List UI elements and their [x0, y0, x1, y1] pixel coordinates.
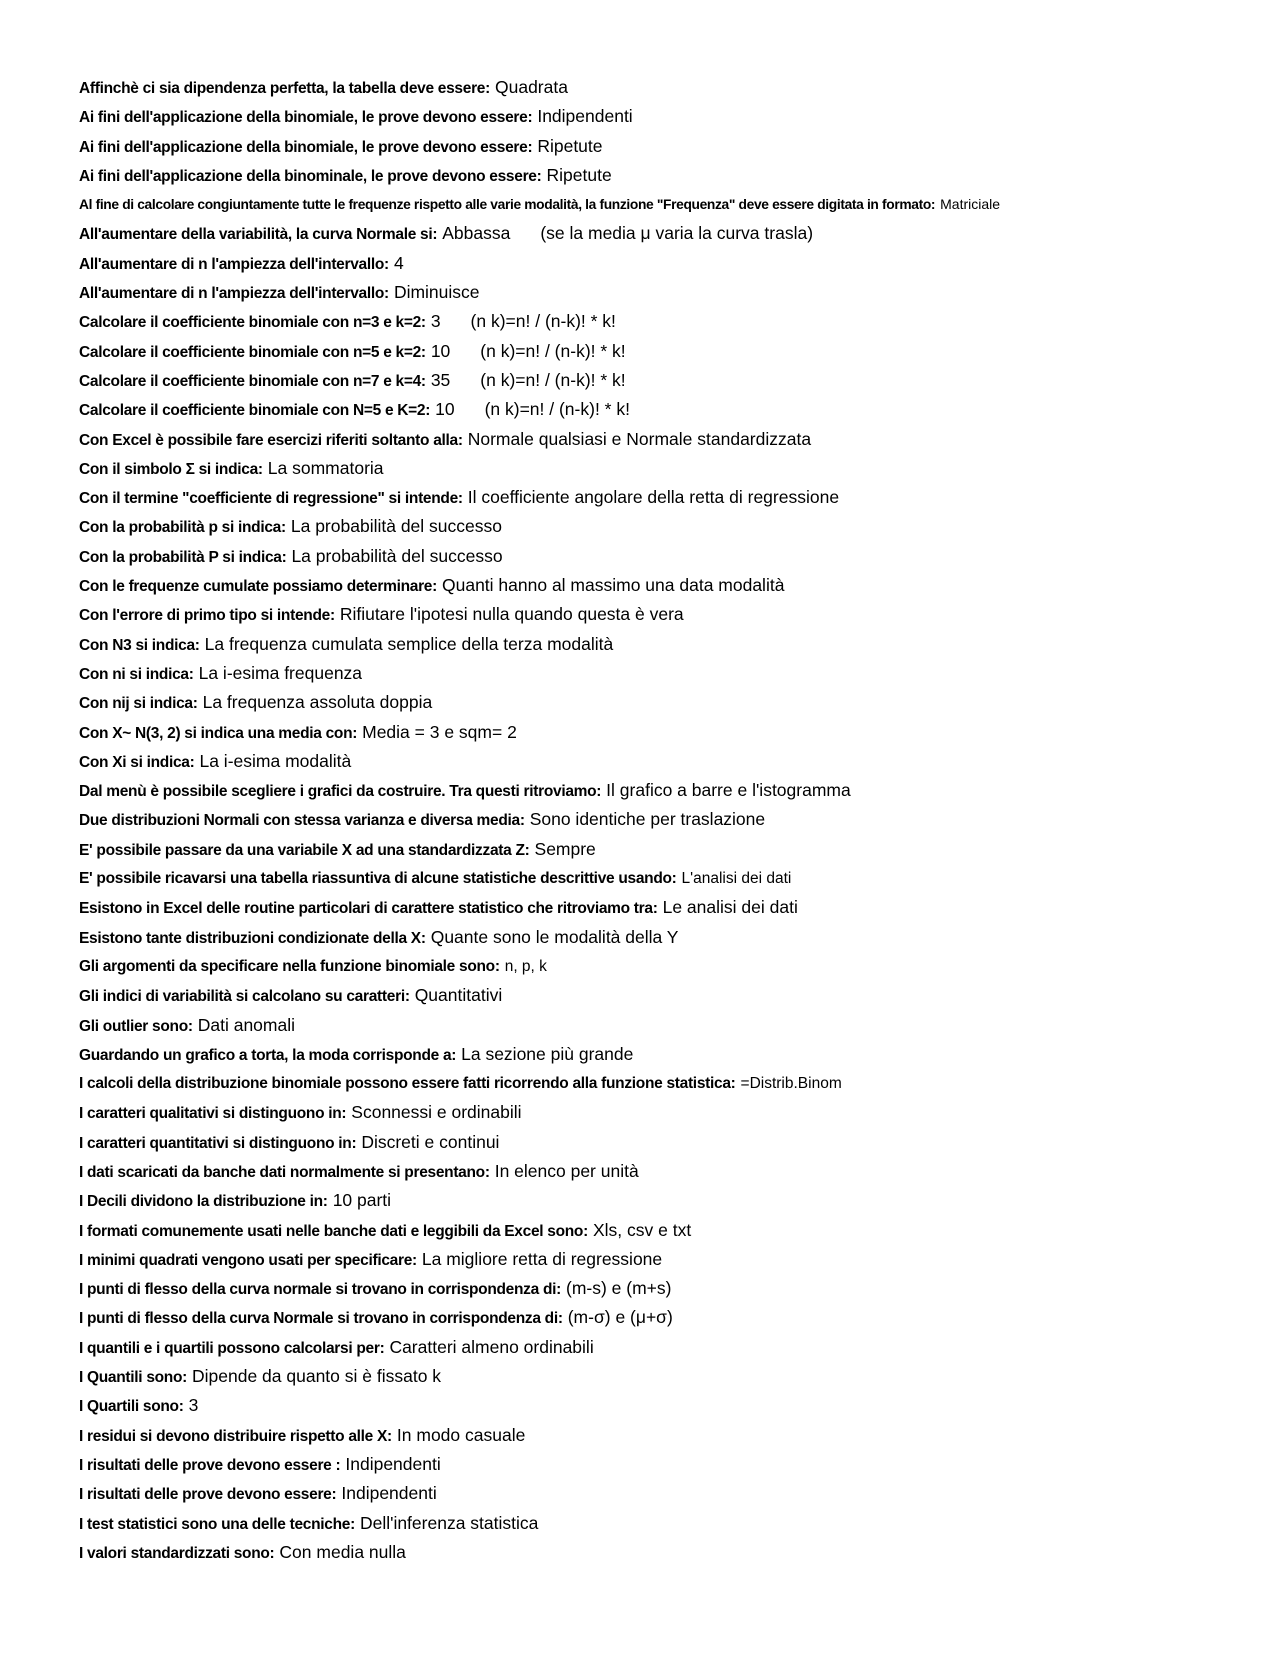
qa-row: [79, 1333, 1259, 1362]
question-text: Con il termine "coefficiente di regressione" si intende:: [79, 490, 463, 508]
qa-row: [79, 600, 1259, 629]
answer-text: Dell'inferenza statistica: [359, 1512, 539, 1533]
question-text: Dal menù è possibile scegliere i grafici da costruire. Tra questi ritroviamo:: [79, 783, 602, 801]
answer-text: (m-σ) e (μ+σ): [567, 1307, 673, 1328]
answer-text: Dipende da quanto si è fissato k: [192, 1366, 442, 1387]
qa-row: [79, 1509, 1259, 1538]
answer-text: Il grafico a barre e l'istogramma: [606, 780, 851, 801]
question-text: Calcolare il coefficiente binomiale con n=3 e k=2:: [79, 314, 426, 332]
answer-text: =Distrib.Binom: [740, 1075, 842, 1093]
answer-note: (n k)=n! / (n-k)! * k!: [470, 311, 616, 332]
answer-text: In modo casuale: [396, 1424, 526, 1445]
question-text: Affinchè ci sia dipendenza perfetta, la tabella deve essere:: [79, 80, 490, 97]
question-text: Calcolare il coefficiente binomiale con n=5 e k=2:: [79, 343, 426, 361]
question-text: Al fine di calcolare congiuntamente tutte le frequenze rispetto alle varie modalità, la funzione "Frequenza" deve essere digitata in formato:: [79, 197, 936, 213]
question-text: Con Xi si indica:: [79, 753, 195, 771]
answer-text: 10 parti: [332, 1190, 392, 1211]
answer-text: 35: [430, 369, 451, 390]
question-text: Con nij si indica:: [79, 695, 198, 713]
answer-text: La i-esima frequenza: [198, 662, 363, 683]
answer-text: La probabilità del successo: [291, 545, 503, 566]
answer-text: Sconnessi e ordinabili: [351, 1102, 522, 1123]
answer-text: Sempre: [534, 838, 596, 859]
question-text: Esistono tante distribuzioni condizionate della X:: [79, 929, 426, 947]
answer-text: Discreti e continui: [361, 1131, 500, 1152]
qa-row: [79, 805, 1259, 834]
answer-text: La frequenza cumulata semplice della terza modalità: [204, 633, 614, 654]
question-text: Con X~ N(3, 2) si indica una media con:: [79, 724, 358, 742]
answer-note: (n k)=n! / (n-k)! * k!: [480, 340, 626, 361]
qa-row: [79, 512, 1259, 541]
qa-row: [79, 132, 1259, 161]
qa-row: [79, 571, 1259, 600]
question-text: Calcolare il coefficiente binomiale con N=5 e K=2:: [79, 402, 431, 420]
question-text: I calcoli della distribuzione binomiale possono essere fatti ricorrendo alla funzione statistica:: [79, 1075, 736, 1093]
qa-row: [79, 161, 1259, 190]
question-text: Con la probabilità P si indica:: [79, 548, 287, 566]
qa-row: [79, 73, 1259, 102]
question-text: I Quartili sono:: [79, 1398, 184, 1416]
question-text: Ai fini dell'applicazione della binominale, le prove devono essere:: [79, 167, 542, 185]
answer-text: n, p, k: [504, 957, 547, 975]
answer-text: Xls, csv e txt: [592, 1219, 692, 1240]
qa-row: [79, 718, 1259, 747]
answer-text: Con media nulla: [279, 1541, 406, 1562]
answer-text: Indipendenti: [537, 106, 633, 127]
qa-row: [79, 981, 1259, 1010]
question-text: E' possibile passare da una variabile X ad una standardizzata Z:: [79, 841, 530, 859]
question-text: Ai fini dell'applicazione della binomiale, le prove devono essere:: [79, 138, 533, 156]
qa-row: [79, 1274, 1259, 1303]
answer-text: Quanti hanno al massimo una data modalità: [442, 575, 785, 596]
question-text: I residui si devono distribuire rispetto alle X:: [79, 1427, 392, 1445]
answer-text: La probabilità del successo: [290, 516, 502, 537]
qa-row: [79, 1069, 1259, 1098]
answer-text: Diminuisce: [393, 282, 480, 303]
qa-row: [79, 1421, 1259, 1450]
question-text: I dati scaricati da banche dati normalmente si presentano:: [79, 1163, 490, 1181]
question-text: I punti di flesso della curva Normale si trovano in corrispondenza di:: [79, 1310, 563, 1328]
question-text: Gli outlier sono:: [79, 1017, 193, 1035]
answer-text: 3: [188, 1395, 199, 1416]
qa-row: [79, 249, 1259, 278]
answer-text: (m-s) e (m+s): [566, 1278, 672, 1299]
answer-text: In elenco per unità: [494, 1160, 639, 1181]
answer-text: Normale qualsiasi e Normale standardizzata: [467, 428, 812, 449]
question-text: Con ni si indica:: [79, 665, 194, 683]
question-text: Con la probabilità p si indica:: [79, 519, 286, 537]
qa-row: [79, 952, 1259, 981]
qa-row: [79, 307, 1259, 336]
qa-row: [79, 1216, 1259, 1245]
answer-text: Media = 3 e sqm= 2: [362, 721, 517, 742]
qa-row: [79, 1157, 1259, 1186]
question-text: Calcolare il coefficiente binomiale con n=7 e k=4:: [79, 372, 426, 390]
answer-text: Le analisi dei dati: [662, 897, 798, 918]
qa-row: [79, 864, 1259, 893]
qa-row: [79, 454, 1259, 483]
question-text: All'aumentare della variabilità, la curva Normale si:: [79, 226, 438, 244]
question-text: E' possibile ricavarsi una tabella riassuntiva di alcune statistiche descrittive usando:: [79, 870, 677, 888]
question-text: All'aumentare di n l'ampiezza dell'intervallo:: [79, 255, 389, 273]
question-text: I risultati delle prove devono essere:: [79, 1486, 337, 1504]
answer-text: Indipendenti: [345, 1453, 441, 1474]
answer-note: (n k)=n! / (n-k)! * k!: [484, 399, 630, 420]
qa-row: [79, 1245, 1259, 1274]
answer-text: La sommatoria: [267, 457, 384, 478]
qa-row: [79, 190, 1259, 219]
answer-text: Ripetute: [546, 164, 612, 185]
qa-row: [79, 659, 1259, 688]
qa-row: [79, 1450, 1259, 1479]
qa-row: [79, 1011, 1259, 1040]
question-text: Esistono in Excel delle routine particolari di carattere statistico che ritroviamo tra:: [79, 900, 658, 918]
question-text: Con N3 si indica:: [79, 636, 200, 654]
answer-text: Sono identiche per traslazione: [529, 809, 766, 830]
answer-text: Caratteri almeno ordinabili: [389, 1336, 594, 1357]
answer-text: 3: [430, 311, 441, 332]
question-text: I Decili dividono la distribuzione in:: [79, 1193, 328, 1211]
question-text: I Quantili sono:: [79, 1369, 187, 1387]
qa-row: [79, 776, 1259, 805]
question-text: Gli indici di variabilità si calcolano su caratteri:: [79, 988, 410, 1006]
qa-row: [79, 542, 1259, 571]
question-text: I formati comunemente usati nelle banche dati e leggibili da Excel sono:: [79, 1222, 588, 1240]
qa-row: [79, 1479, 1259, 1508]
answer-text: Rifiutare l'ipotesi nulla quando questa è vera: [339, 604, 684, 625]
document-page: [79, 73, 1259, 1567]
qa-row: [79, 747, 1259, 776]
answer-text: Abbassa: [442, 223, 511, 244]
answer-text: Il coefficiente angolare della retta di regressione: [467, 487, 840, 508]
answer-text: 10: [435, 399, 455, 420]
question-text: I caratteri quantitativi si distinguono in:: [79, 1134, 357, 1152]
answer-text: 10: [430, 340, 451, 361]
qa-row: [79, 1391, 1259, 1420]
qa-row: [79, 1186, 1259, 1215]
qa-row: [79, 923, 1259, 952]
question-text: I punti di flesso della curva normale si trovano in corrispondenza di:: [79, 1281, 561, 1299]
qa-row: [79, 1098, 1259, 1127]
qa-row: [79, 1128, 1259, 1157]
answer-text: Quante sono le modalità della Y: [430, 926, 679, 947]
question-text: Gli argomenti da specificare nella funzione binomiale sono:: [79, 957, 500, 975]
qa-row: [79, 337, 1259, 366]
question-text: Due distribuzioni Normali con stessa varianza e diversa media:: [79, 812, 525, 830]
answer-text: La migliore retta di regressione: [421, 1248, 663, 1269]
question-text: Con l'errore di primo tipo si intende:: [79, 607, 335, 625]
question-text: I risultati delle prove devono essere :: [79, 1456, 341, 1474]
question-text: All'aumentare di n l'ampiezza dell'intervallo:: [79, 285, 389, 303]
qa-row: [79, 483, 1259, 512]
qa-row: [79, 278, 1259, 307]
answer-note: (se la media μ varia la curva trasla): [540, 223, 814, 244]
qa-row: [79, 688, 1259, 717]
answer-text: Ripetute: [537, 135, 603, 156]
question-text: I caratteri qualitativi si distinguono in:: [79, 1105, 347, 1123]
qa-row: [79, 425, 1259, 454]
question-text: I quantili e i quartili possono calcolarsi per:: [79, 1339, 385, 1357]
question-text: Con Excel è possibile fare esercizi riferiti soltanto alla:: [79, 431, 463, 449]
qa-row: [79, 1538, 1259, 1567]
answer-text: 4: [393, 252, 404, 273]
answer-text: La sezione più grande: [461, 1043, 634, 1064]
qa-row: [79, 835, 1259, 864]
answer-text: Quantitativi: [414, 985, 503, 1006]
answer-text: Matriciale: [940, 196, 1001, 213]
qa-row: [79, 1303, 1259, 1332]
question-text: Guardando un grafico a torta, la moda corrisponde a:: [79, 1046, 457, 1064]
qa-row: [79, 893, 1259, 922]
qa-row: [79, 219, 1259, 248]
answer-text: Indipendenti: [341, 1483, 437, 1504]
qa-row: [79, 366, 1259, 395]
question-text: I test statistici sono una delle tecniche:: [79, 1515, 355, 1533]
answer-text: Quadrata: [495, 77, 568, 97]
answer-note: (n k)=n! / (n-k)! * k!: [480, 369, 626, 390]
question-text: Con le frequenze cumulate possiamo determinare:: [79, 578, 437, 596]
qa-row: [79, 1362, 1259, 1391]
question-text: I valori standardizzati sono:: [79, 1544, 275, 1562]
answer-text: La frequenza assoluta doppia: [202, 692, 433, 713]
qa-row: [79, 395, 1259, 424]
answer-text: L'analisi dei dati: [681, 870, 792, 888]
qa-row: [79, 630, 1259, 659]
answer-text: La i-esima modalità: [199, 750, 352, 771]
qa-row: [79, 1040, 1259, 1069]
qa-row: [79, 102, 1259, 131]
answer-text: Dati anomali: [197, 1014, 296, 1035]
question-text: Ai fini dell'applicazione della binomiale, le prove devono essere:: [79, 109, 533, 127]
question-text: Con il simbolo Σ si indica:: [79, 460, 263, 478]
question-text: I minimi quadrati vengono usati per specificare:: [79, 1251, 417, 1269]
